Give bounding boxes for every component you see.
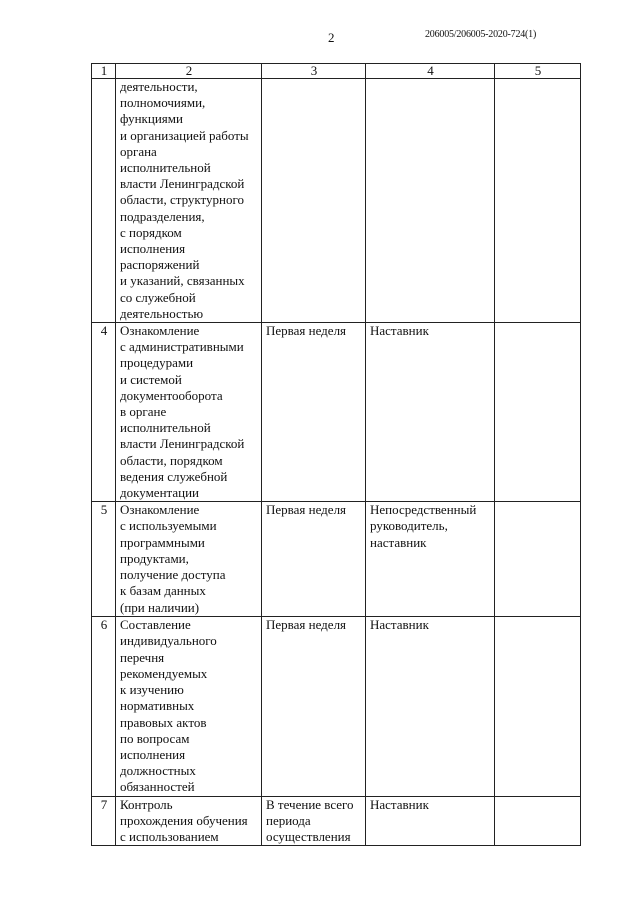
document-code: 206005/206005-2020-724(1)	[425, 29, 537, 40]
column-number-row	[92, 64, 581, 79]
note-cell	[495, 796, 581, 846]
table-row	[92, 617, 581, 796]
column-number: 2	[116, 64, 262, 79]
action-cell: Составление индивидуального перечня рекомендуемых к изучению нормативных правовых актов по вопросам исполнения должностных обязанностей	[116, 617, 262, 796]
column-number: 1	[92, 64, 116, 79]
note-cell	[495, 323, 581, 502]
term-cell	[262, 79, 366, 323]
action-cell: Контроль прохождения обучения с использованием	[116, 796, 262, 846]
action-cell: Ознакомление с используемыми программными продуктами, получение доступа к базам данных (при наличии)	[116, 502, 262, 617]
plan-table	[91, 63, 581, 846]
table-row	[92, 502, 581, 617]
row-number: 7	[92, 796, 116, 846]
term-cell: Первая неделя	[262, 502, 366, 617]
term-cell: Первая неделя	[262, 323, 366, 502]
responsible-cell: Непосредственный руководитель, наставник	[366, 502, 495, 617]
action-cell: деятельности, полномочиями, функциями и организацией работы органа исполнительной власти Ленинградской области, структурного подразделения, с порядком исполнения распоряжений и указаний, связанных со служебной деятельностью	[116, 79, 262, 323]
column-number: 4	[366, 64, 495, 79]
row-number: 4	[92, 323, 116, 502]
table-row	[92, 79, 581, 323]
responsible-cell: Наставник	[366, 796, 495, 846]
responsible-cell: Наставник	[366, 617, 495, 796]
note-cell	[495, 79, 581, 323]
column-number: 5	[495, 64, 581, 79]
row-number: 6	[92, 617, 116, 796]
term-cell: В течение всего периода осуществления	[262, 796, 366, 846]
note-cell	[495, 617, 581, 796]
responsible-cell: Наставник	[366, 323, 495, 502]
note-cell	[495, 502, 581, 617]
action-cell: Ознакомление с административными процедурами и системой документооборота в органе исполнительной власти Ленинградской области, порядком ведения служебной документации	[116, 323, 262, 502]
page-number: 2	[328, 30, 335, 45]
table-row	[92, 323, 581, 502]
responsible-cell	[366, 79, 495, 323]
term-cell: Первая неделя	[262, 617, 366, 796]
column-number: 3	[262, 64, 366, 79]
row-number	[92, 79, 116, 323]
row-number: 5	[92, 502, 116, 617]
table-row	[92, 796, 581, 846]
